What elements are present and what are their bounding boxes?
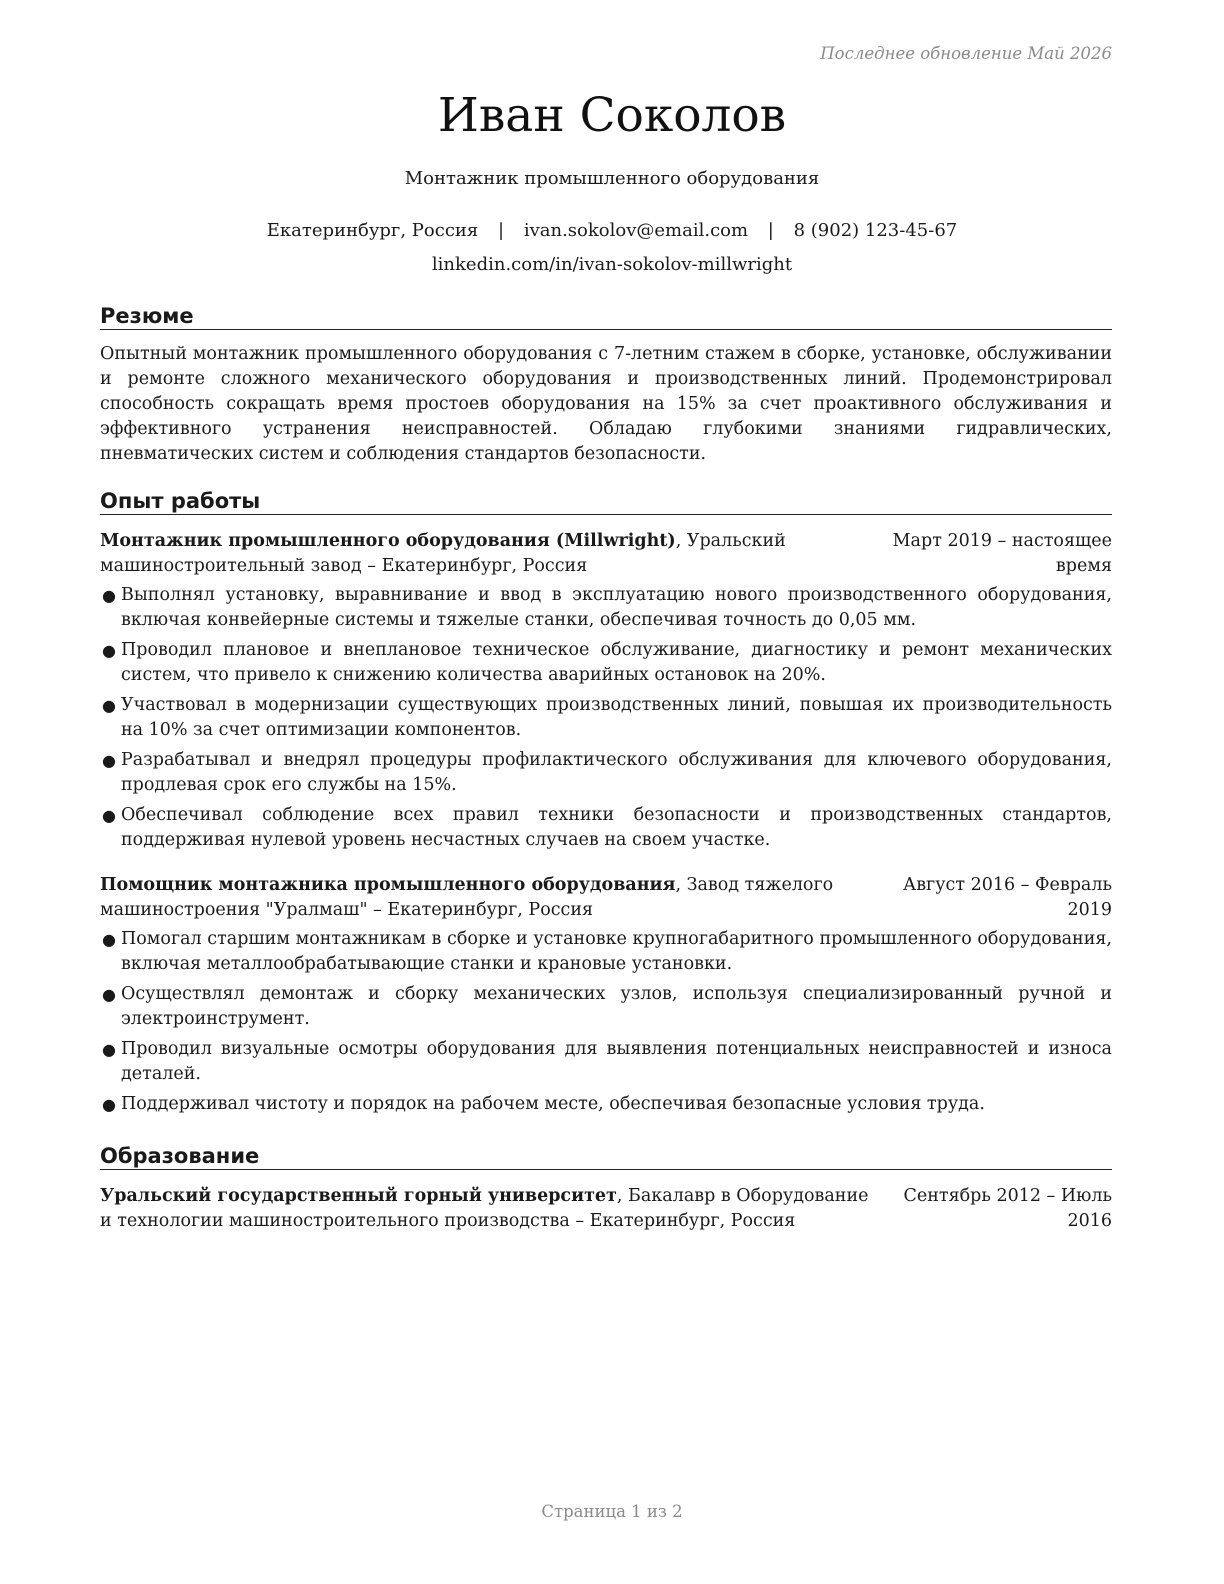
bullet-text: Разрабатывал и внедрял процедуры профилактического обслуживания для ключевого оборудования, продлевая срок его службы на 15%.	[121, 750, 1112, 795]
experience-section	[100, 489, 1112, 1122]
bullet-icon: ●	[102, 930, 116, 949]
bullet-icon: ●	[102, 586, 116, 605]
list-item	[100, 1037, 1112, 1087]
list-item	[100, 982, 1112, 1032]
linkedin-link[interactable]: linkedin.com/in/ivan-sokolov-millwright	[431, 254, 793, 275]
job-header	[100, 873, 1112, 923]
education-institution: Уральский государственный горный университет	[100, 1186, 617, 1206]
contact-separator: |	[767, 220, 774, 241]
bullet-icon: ●	[102, 696, 116, 715]
job-header	[100, 529, 1112, 579]
bullet-text: Обеспечивал соблюдение всех правил техники безопасности и производственных стандартов, поддерживая нулевой уровень несчастных случаев на своем участке.	[121, 805, 1112, 850]
candidate-role: Монтажник промышленного оборудования	[404, 168, 820, 189]
list-item	[100, 638, 1112, 688]
bullet-text: Поддерживал чистоту и порядок на рабочем месте, обеспечивая безопасные условия труда.	[121, 1094, 985, 1114]
job-title-line	[100, 873, 880, 923]
bullet-text: Проводил плановое и внеплановое техническое обслуживание, диагностику и ремонт механических систем, что привело к снижению количества аварийных остановок на 20%.	[121, 640, 1112, 685]
bullet-icon: ●	[102, 641, 116, 660]
section-title-education: Образование	[100, 1144, 1112, 1170]
contact-email[interactable]: ivan.sokolov@email.com	[523, 220, 749, 241]
list-item	[100, 803, 1112, 853]
list-item	[100, 693, 1112, 743]
job-employer: , Завод тяжелого машиностроения "Уралмаш" – Екатеринбург, Россия	[100, 875, 834, 920]
job-employer: , Уральский машиностроительный завод – Екатеринбург, Россия	[100, 531, 786, 576]
bullet-text: Осуществлял демонтаж и сборку механических узлов, используя специализированный ручной и электроинструмент.	[121, 984, 1112, 1029]
job-entry	[100, 873, 1112, 1117]
contact-line	[0, 220, 1224, 241]
contact-city: Екатеринбург, Россия	[266, 220, 479, 241]
education-header	[100, 1184, 1112, 1234]
education-dates: Сентябрь 2012 – Июль 2016	[903, 1186, 1112, 1231]
bullet-text: Участвовал в модернизации существующих производственных линий, повышая их производительность на 10% за счет оптимизации компонентов.	[121, 695, 1112, 740]
bullet-icon: ●	[102, 1040, 116, 1059]
education-details: , Бакалавр в Оборудование и технологии машиностроительного производства – Екатеринбург, Россия	[100, 1186, 869, 1231]
section-title-experience: Опыт работы	[100, 489, 1112, 515]
job-entry	[100, 529, 1112, 853]
bullet-icon: ●	[102, 1095, 116, 1114]
bullet-icon: ●	[102, 806, 116, 825]
job-position: Помощник монтажника промышленного оборудования	[100, 875, 676, 895]
education-section	[100, 1144, 1112, 1234]
job-position: Монтажник промышленного оборудования (Millwright)	[100, 531, 676, 551]
summary-text: Опытный монтажник промышленного оборудования с 7-летним стажем в сборке, установке, обслуживании и ремонте сложного механического оборудования и производственных линий. Продемонстрировал способность сокращать время простоев оборудования на 15% за счет проактивного обслуживания и эффективного устранения неисправностей. Обладаю глубокими знаниями гидравлических, пневматических систем и соблюдения стандартов безопасности.	[100, 344, 1112, 464]
summary-section	[100, 304, 1112, 467]
bullet-icon: ●	[102, 751, 116, 770]
bullet-text: Проводил визуальные осмотры оборудования для выявления потенциальных неисправностей и износа деталей.	[121, 1039, 1112, 1084]
job-dates: Август 2016 – Февраль 2019	[902, 875, 1112, 920]
contact-separator: |	[498, 220, 505, 241]
bullet-text: Выполнял установку, выравнивание и ввод в эксплуатацию нового производственного оборудования, включая конвейерные системы и тяжелые станки, обеспечивая точность до 0,05 мм.	[121, 585, 1112, 630]
contact-phone: 8 (902) 123-45-67	[793, 220, 958, 241]
job-dates: Март 2019 – настоящее время	[892, 531, 1112, 576]
bullet-icon: ●	[102, 985, 116, 1004]
education-title-line	[100, 1184, 880, 1234]
bullet-text: Помогал старшим монтажникам в сборке и установке крупногабаритного промышленного оборудования, включая металлообрабатывающие станки и крановые установки.	[121, 929, 1112, 974]
list-item	[100, 1092, 1112, 1117]
job-title-line	[100, 529, 880, 579]
last-updated-note: Последнее обновление Май 2026	[820, 44, 1112, 63]
section-title-summary: Резюме	[100, 304, 1112, 330]
job-bullets	[100, 927, 1112, 1117]
list-item	[100, 583, 1112, 633]
job-bullets	[100, 583, 1112, 853]
list-item	[100, 748, 1112, 798]
candidate-name: Иван Соколов	[437, 88, 787, 143]
page-number: Страница 1 из 2	[541, 1502, 683, 1521]
list-item	[100, 927, 1112, 977]
